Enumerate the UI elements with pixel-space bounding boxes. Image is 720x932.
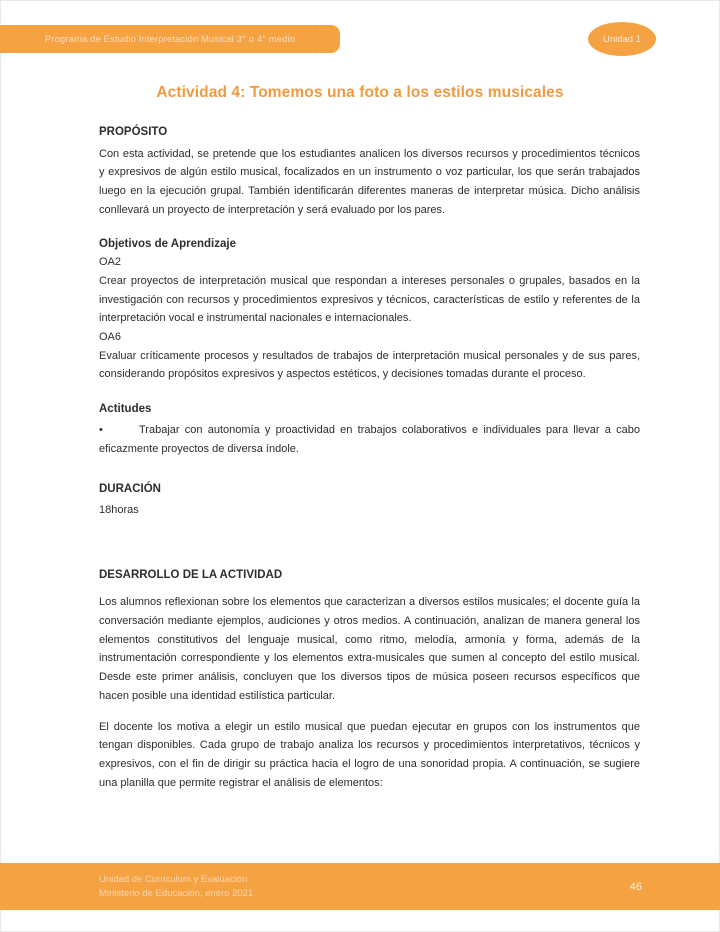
page-header — [0, 22, 720, 58]
duracion-heading: DURACIÓN — [99, 483, 161, 496]
oa6-text: Evaluar críticamente procesos y resultados de trabajos de interpretación musical personales y de sus pares, considerando propósitos expresivos y aspectos estéticos, y decisiones tomadas durante el proceso. — [99, 349, 640, 381]
bullet-icon: • — [99, 423, 103, 436]
actitudes-list-item — [99, 421, 640, 458]
page-number: 46 — [629, 880, 642, 893]
program-title-badge — [0, 25, 340, 53]
actitudes-heading: Actitudes — [99, 403, 152, 416]
unit-badge-label: Unidad 1 — [602, 33, 642, 45]
oa2-text: Crear proyectos de interpretación musical que respondan a intereses personales o grupales, basados en la investigación con recursos y procedimientos expresivos y técnicos, características de estilo y referentes de la interpretación vocal e instrumental nacionales e internacionales. — [99, 274, 640, 325]
footer-line-1: Unidad de Curriculum y Evaluación — [99, 873, 248, 885]
footer-line-2: Ministerio de Educación, enero 2021 — [99, 887, 254, 899]
page-footer — [0, 863, 720, 910]
oa6-code: OA6 — [99, 331, 122, 344]
desarrollo-paragraph-1: Los alumnos reflexionan sobre los elementos que caracterizan a diversos estilos musicales; el docente guía la conversación mediante ejemplos, audiciones y otros medios. A continuación, analizan de manera general los elementos constitutivos del lenguaje musical, como ritmo, melodía, armonía y forma, además de la instrumentación correspondiente y los elementos extra-musicales que sumen al concepto del estilo musical. Desde este primer análisis, concluyen que los diversos tipos de música poseen recursos específicos que hacen posible una identidad estilística particular. — [99, 596, 640, 702]
actitudes-item-text: Trabajar con autonomía y proactividad en trabajos colaborativos e individuales para llevar a cabo eficazmente proyectos de diversa índole. — [99, 423, 640, 455]
proposito-paragraph: Con esta actividad, se pretende que los estudiantes analicen los diversos recursos y procedimientos técnicos y expresivos de algún estilo musical, focalizados en un instrumento o voz particular, los que serán trabajados luego en la ejecución grupal. También identificarán diferentes maneras de interpretar música. Dicho análisis conllevará un proyecto de interpretación y será evaluado por los pares. — [99, 147, 640, 216]
footer-credits — [99, 873, 253, 901]
desarrollo-paragraph-2: El docente los motiva a elegir un estilo musical que puedan ejecutar en grupos con los instrumentos que tengan disponibles. Cada grupo de trabajo analiza los recursos y procedimientos interpretativos, técnicos y expresivos, con el fin de dirigir su práctica hacia el logro de una sonoridad propia. A continuación, se sugiere una planilla que permite registrar el análisis de elementos: — [99, 720, 640, 789]
unit-badge — [588, 22, 656, 56]
document-body — [99, 123, 640, 792]
duracion-value: 18horas — [99, 503, 139, 516]
oa2-code: OA2 — [99, 256, 122, 269]
activity-title: Actividad 4: Tomemos una foto a los estilos musicales — [156, 84, 564, 101]
objetivos-heading: Objetivos de Aprendizaje — [99, 237, 236, 250]
proposito-heading: PROPÓSITO — [99, 126, 168, 138]
desarrollo-heading: DESARROLLO DE LA ACTIVIDAD — [99, 568, 283, 581]
program-title-label: Programa de Estudio Interpretación Musical 3° o 4° medio — [44, 33, 296, 45]
